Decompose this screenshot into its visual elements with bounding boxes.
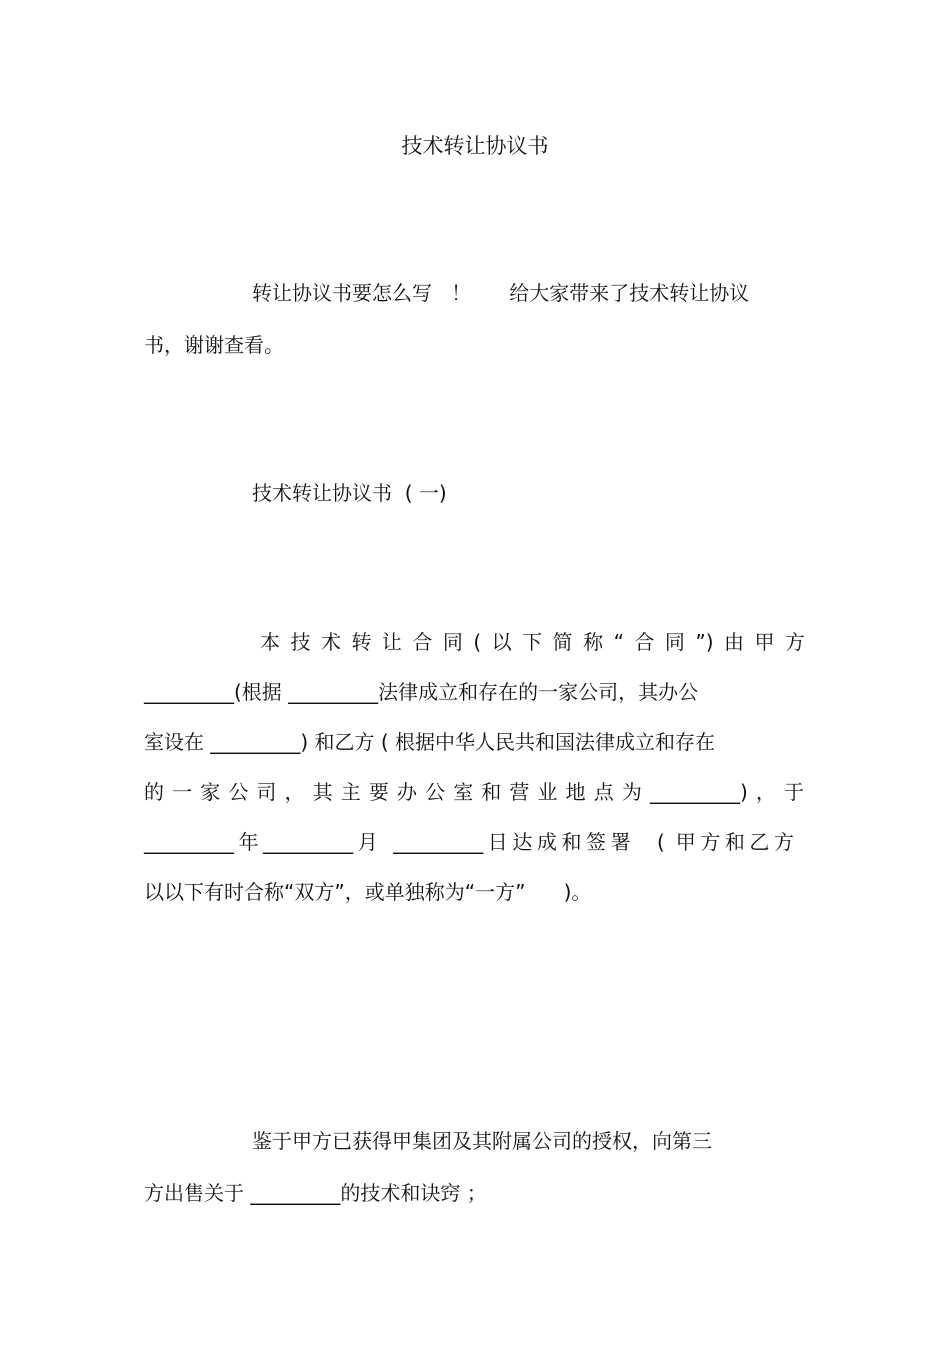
paragraph1-line-3: 室设在 _________) 和乙方 ( 根据中华人民共和国法律成立和存在 xyxy=(144,730,716,754)
paragraph1-line-4: 的一家公司，其主要办公室和营业地点为_________)，于 xyxy=(144,780,804,804)
paragraph1-line-5: _________年_________月 _________日达成和签署 ( 甲方和乙方 xyxy=(144,830,794,854)
intro-line-2: 书，谢谢查看。 xyxy=(144,333,284,357)
paragraph2-line-2: 方出售关于 _________的技术和诀窍 ； xyxy=(144,1181,487,1205)
paragraph2-line-1: 鉴于甲方已获得甲集团及其附属公司的授权，向第三 xyxy=(252,1129,712,1153)
document-title: 技术转让协议书 xyxy=(401,134,549,158)
paragraph1-line-2: _________(根据 _________法律成立和存在的一家公司，其办公 xyxy=(144,680,699,704)
section-heading: 技术转让协议书 ( 一) xyxy=(252,481,447,505)
paragraph1-line-6: 以以下有时合称“双方”，或单独称为“一方” )。 xyxy=(144,880,592,904)
paragraph1-line-1: 本技术转让合同(以下简称“合同”)由甲方 xyxy=(260,630,805,654)
intro-line-1: 转让协议书要怎么写 ！ 给大家带来了技术转让协议 xyxy=(252,281,750,305)
